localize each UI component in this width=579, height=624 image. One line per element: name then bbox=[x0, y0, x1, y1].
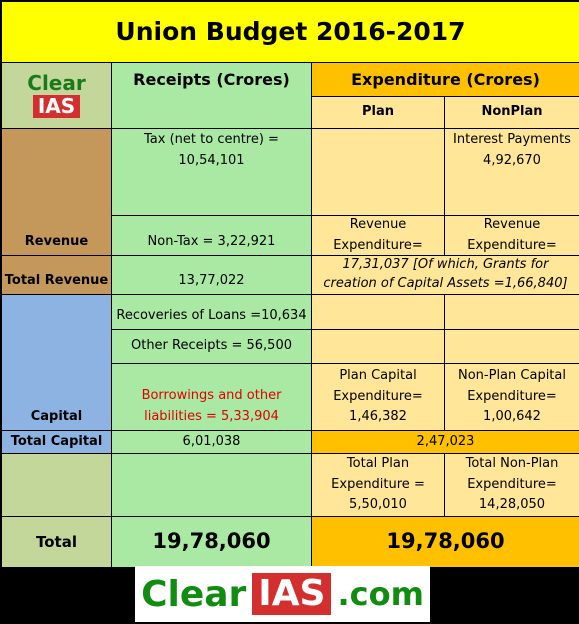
non-tax-receipts: Non-Tax = 3,22,921 bbox=[112, 216, 311, 255]
clearias-footer-logo bbox=[135, 566, 430, 622]
footer-com-text: .com bbox=[337, 575, 424, 613]
budget-table bbox=[2, 2, 576, 566]
plan-blank-1 bbox=[312, 129, 444, 215]
tax-receipts: Tax (net to centre) = 10,54,101 bbox=[112, 129, 311, 215]
nonplan-header: NonPlan bbox=[445, 97, 579, 128]
interest-value: 4,92,670 bbox=[483, 152, 541, 168]
blank-label bbox=[2, 454, 111, 516]
other-receipts: Other Receipts = 56,500 bbox=[112, 330, 311, 363]
nonplan-blank-3 bbox=[445, 330, 579, 363]
plan-blank-2 bbox=[312, 295, 444, 329]
total-label: Total bbox=[2, 517, 111, 567]
receipts-header: Receipts (Crores) bbox=[112, 63, 311, 128]
expenditure-header: Expenditure (Crores) bbox=[312, 63, 579, 96]
plan-revenue-expenditure: Revenue Expenditure= bbox=[312, 216, 444, 255]
revenue-label: Revenue bbox=[2, 129, 111, 255]
borrowings: Borrowings and other liabilities = 5,33,904 bbox=[112, 364, 311, 430]
loan-recoveries: Recoveries of Loans =10,634 bbox=[112, 295, 311, 329]
logo-ias-box: IAS bbox=[33, 95, 80, 118]
plan-header: Plan bbox=[312, 97, 444, 128]
nonplan-capital-expenditure: Non-Plan Capital Expenditure= 1,00,642 bbox=[445, 364, 579, 430]
nonplan-revenue-expenditure: Revenue Expenditure= bbox=[445, 216, 579, 255]
total-plan-expenditure: Total Plan Expenditure = 5,50,010 bbox=[312, 454, 444, 516]
footer-ias-box: IAS bbox=[252, 573, 331, 614]
logo-clear-text: Clear bbox=[27, 71, 86, 95]
total-capital-expenditure: 2,47,023 bbox=[312, 431, 579, 453]
cleariias-logo bbox=[2, 63, 111, 128]
total-capital-receipts: 6,01,038 bbox=[112, 431, 311, 453]
page-title: Union Budget 2016-2017 bbox=[2, 2, 579, 62]
interest-payments bbox=[445, 129, 579, 215]
total-receipts: 19,78,060 bbox=[112, 517, 311, 567]
total-revenue-label: Total Revenue bbox=[2, 256, 111, 294]
total-expenditure: 19,78,060 bbox=[312, 517, 579, 567]
nonplan-blank-2 bbox=[445, 295, 579, 329]
interest-label: Interest Payments bbox=[453, 132, 571, 147]
total-revenue-expenditure: 17,31,037 [Of which, Grants for creation of Capital Assets =1,66,840] bbox=[312, 256, 579, 294]
blank-receipts bbox=[112, 454, 311, 516]
total-revenue-receipts: 13,77,022 bbox=[112, 256, 311, 294]
capital-label: Capital bbox=[2, 295, 111, 430]
plan-capital-expenditure: Plan Capital Expenditure= 1,46,382 bbox=[312, 364, 444, 430]
footer-clear-text: Clear bbox=[141, 573, 247, 615]
plan-blank-3 bbox=[312, 330, 444, 363]
total-capital-label: Total Capital bbox=[2, 431, 111, 453]
total-nonplan-expenditure: Total Non-Plan Expenditure= 14,28,050 bbox=[445, 454, 579, 516]
